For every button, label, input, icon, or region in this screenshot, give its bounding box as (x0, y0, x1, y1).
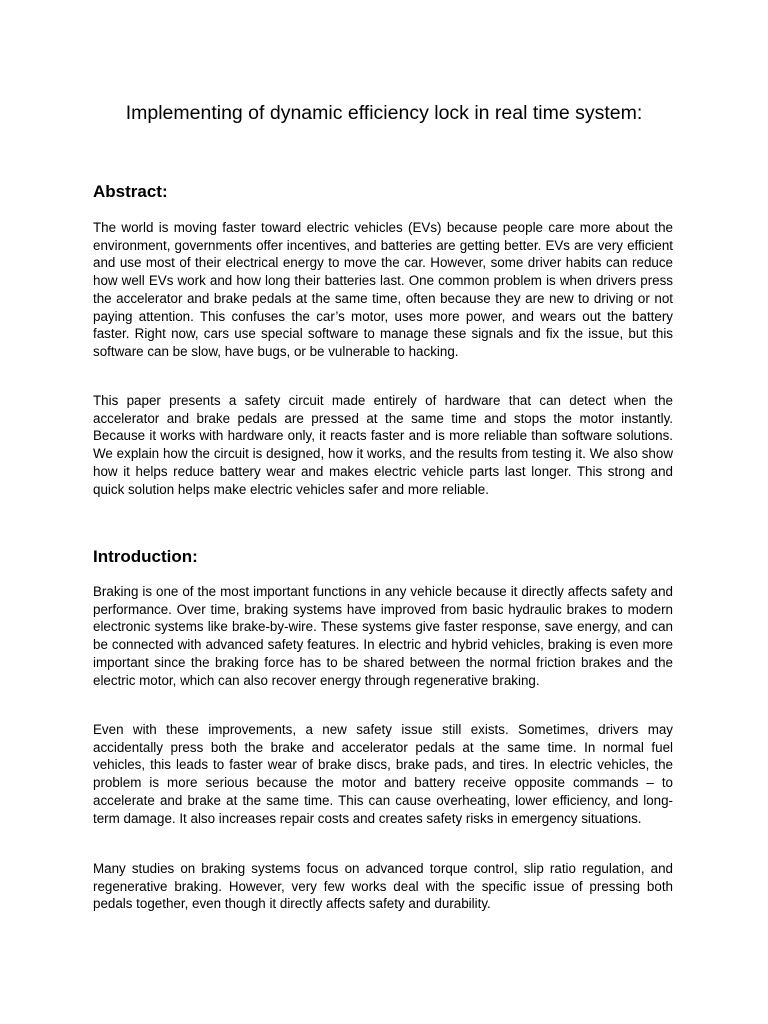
introduction-paragraph-3: Many studies on braking systems focus on advanced torque control, slip ratio regulation, and regenerative braking. However, very few works deal with the specific issue of pressing both pedals together, even though it directly affects safety and durability. (93, 861, 673, 912)
introduction-paragraph-2: Even with these improvements, a new safety issue still exists. Sometimes, drivers may accidentally press both the brake and accelerator pedals at the same time. In normal fuel vehicles, this leads to faster wear of brake discs, brake pads, and tires. In electric vehicles, the problem is more serious because the motor and battery receive opposite commands – to accelerate and brake at the same time. This can cause overheating, lower efficiency, and long-term damage. It also increases repair costs and creates safety risks in emergency situations. (93, 722, 673, 826)
abstract-heading: Abstract: (93, 182, 168, 201)
abstract-paragraph-2: This paper presents a safety circuit made entirely of hardware that can detect when the accelerator and brake pedals are pressed at the same time and stops the motor instantly. Because it works with hardware only, it reacts faster and is more reliable than software solutions. We explain how the circuit is designed, how it works, and the results from testing it. We also show how it helps reduce battery wear and makes electric vehicle parts last longer. This strong and quick solution helps make electric vehicles safer and more reliable. (93, 393, 673, 497)
introduction-heading: Introduction: (93, 547, 198, 566)
abstract-paragraph-1: The world is moving faster toward electric vehicles (EVs) because people care more about the environment, governments offer incentives, and batteries are getting better. EVs are very efficient and use most of their electrical energy to move the car. However, some driver habits can reduce how well EVs work and how long their batteries last. One common problem is when drivers press the accelerator and brake pedals at the same time, often because they are new to driving or not paying attention. This confuses the car’s motor, uses more power, and wears out the battery faster. Right now, cars use special software to manage these signals and fix the issue, but this software can be slow, have bugs, or be vulnerable to hacking. (93, 220, 673, 359)
introduction-paragraph-1: Braking is one of the most important functions in any vehicle because it directly affects safety and performance. Over time, braking systems have improved from basic hydraulic brakes to modern electronic systems like brake-by-wire. These systems give faster response, save energy, and can be connected with advanced safety features. In electric and hybrid vehicles, braking is even more important since the braking force has to be shared between the normal friction brakes and the electric motor, which can also recover energy through regenerative braking. (93, 584, 673, 688)
document-title: Implementing of dynamic efficiency lock in real time system: (125, 102, 643, 124)
